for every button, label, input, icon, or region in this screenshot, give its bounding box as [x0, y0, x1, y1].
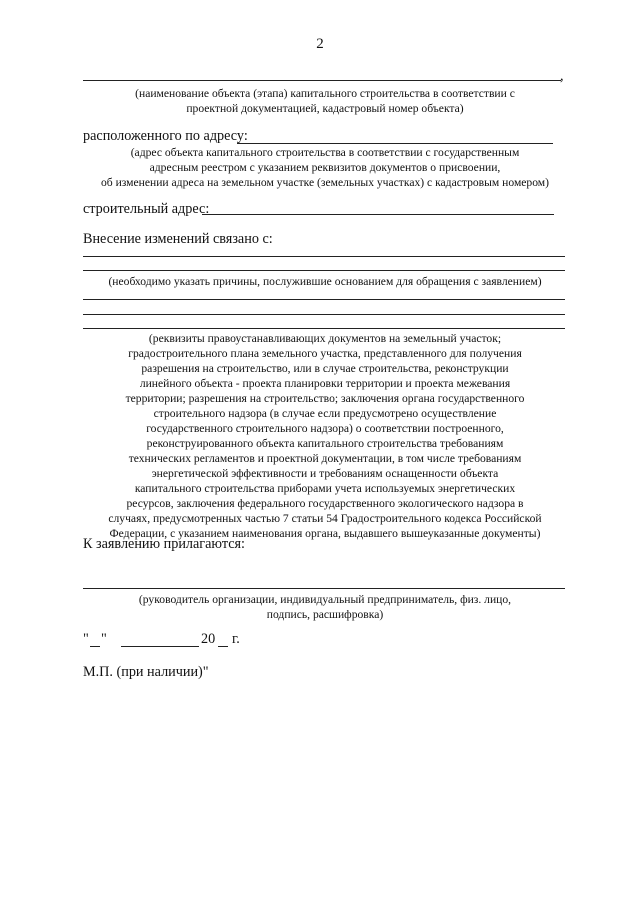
page-number: 2: [316, 36, 324, 52]
requisites-line-3: [83, 328, 565, 329]
changes-line-1: [83, 256, 565, 257]
changes-label: Внесение изменений связано с:: [83, 231, 273, 247]
signature-line: [83, 588, 565, 589]
construction-address-line: [202, 214, 554, 215]
requisites-caption-line: разрешения на строительство, или в случае строительства, реконструкции: [141, 362, 509, 375]
date-day-line: [90, 646, 100, 647]
requisites-caption-line: случаях, предусмотренных частью 7 статьи 54 Градостроительного кодекса Российской: [108, 512, 542, 525]
object-name-caption-2: проектной документацией, кадастровый номер объекта): [186, 102, 464, 115]
trailing-comma: ,: [560, 68, 564, 84]
date-quote-close: ": [101, 631, 107, 647]
requisites-caption-line: государственного строительного надзора) о соответствии построенного,: [146, 422, 504, 435]
date-year-prefix: 20: [201, 631, 216, 647]
stamp-label: М.П. (при наличии)": [83, 664, 209, 680]
date-quote-open: ": [83, 631, 89, 647]
requisites-caption-line: капитального строительства приборами учета используемых энергетических: [134, 482, 516, 495]
changes-line-2: [83, 270, 565, 271]
requisites-caption-line: строительного надзора (в случае если предусмотрено осуществление: [153, 407, 497, 420]
address-label: расположенного по адресу:: [83, 128, 248, 144]
date-year-suffix: г.: [232, 631, 240, 647]
requisites-caption-line: градостроительного плана земельного участка, представленного для получения: [128, 347, 522, 360]
requisites-line-2: [83, 314, 565, 315]
object-name-line: [83, 80, 561, 81]
requisites-caption-line: технических регламентов и проектной документации, в том числе требованиям: [128, 452, 522, 465]
requisites-line-1: [83, 299, 565, 300]
attachments-label: К заявлению прилагаются:: [83, 536, 245, 552]
requisites-caption-line: ресурсов, заключения федерального государственного экологического надзора в: [126, 497, 524, 510]
address-caption-2: адресным реестром с указанием реквизитов документов о присвоении,: [149, 161, 501, 174]
signature-caption-1: (руководитель организации, индивидуальный предприниматель, физ. лицо,: [138, 593, 512, 606]
requisites-caption-line: Федерации, с указанием наименования органа, выдавшего вышеуказанные документы): [109, 527, 541, 540]
requisites-caption-line: территории; разрешения на строительство; заключения органа государственного: [125, 392, 525, 405]
changes-caption: (необходимо указать причины, послужившие основанием для обращения с заявлением): [108, 275, 542, 288]
address-line: [237, 143, 553, 144]
address-caption-1: (адрес объекта капитального строительства в соответствии с государственным: [130, 146, 520, 159]
signature-caption-2: подпись, расшифровка): [266, 608, 384, 621]
object-name-caption-1: (наименование объекта (этапа) капитального строительства в соответствии с: [135, 87, 515, 100]
address-caption-3: об изменении адреса на земельном участке (земельных участках) с кадастровым номером): [100, 176, 550, 189]
requisites-caption-line: (реквизиты правоустанавливающих документов на земельный участок;: [148, 332, 502, 345]
date-line: [83, 631, 343, 651]
requisites-caption-line: энергетической эффективности и требованиям оснащенности объекта: [151, 467, 499, 480]
date-year-line: [218, 646, 228, 647]
construction-address-label: строительный адрес:: [83, 201, 210, 217]
requisites-caption-line: реконструированного объекта капитального строительства требованиям: [146, 437, 504, 450]
requisites-caption-line: линейного объекта - проекта планировки территории и проекта межевания: [139, 377, 511, 390]
requisites-caption: [83, 331, 567, 541]
date-month-line: [121, 646, 199, 647]
